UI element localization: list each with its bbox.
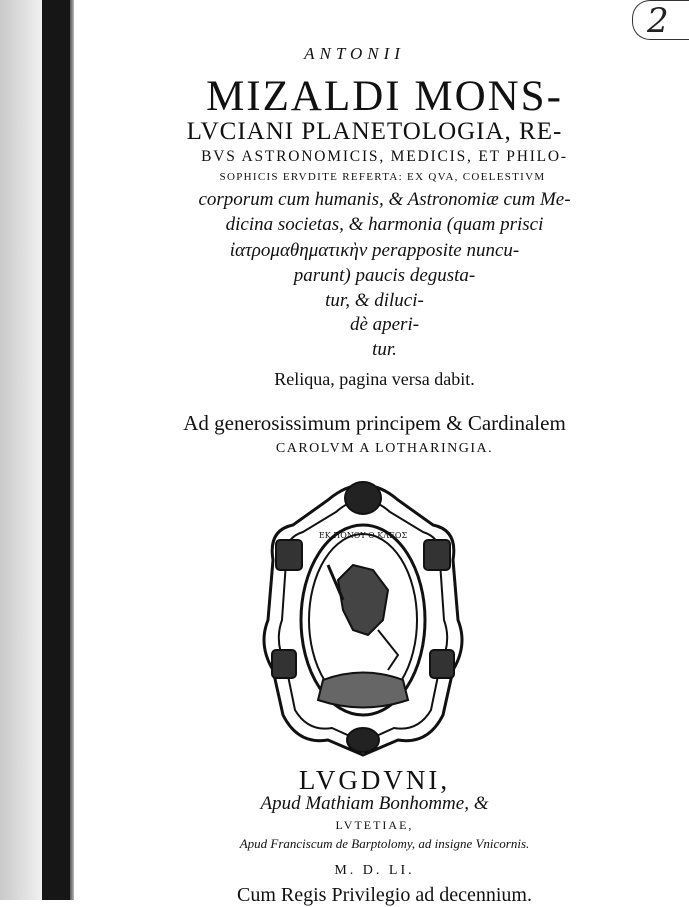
title-line-7: ἰατρομαθηματικὴν perapposite nuncu- (229, 240, 520, 261)
imprint-privilege: Cum Regis Privilegio ad decennium. (237, 884, 532, 906)
title-line-6: dicina societas, & harmonia (quam prisci (225, 214, 544, 235)
emblem-motto: EK ΠΟΝΟΥ Ο ΚΛΕΟΣ (318, 531, 408, 540)
title-line-8: parunt) paucis degusta- (293, 265, 476, 286)
title-line-10: dè aperi- (349, 314, 420, 335)
imprint-city: LVGDVNI, (298, 765, 451, 795)
imprint-printer: Apud Mathiam Bonhomme, & (260, 793, 489, 814)
dedication: Ad generosissimum principem & Cardinalem (183, 411, 566, 435)
title-line-4: SOPHICIS ERVDITE REFERTA: EX QVA, COELESTIVM (219, 171, 546, 183)
title-line-2: LVCIANI PLANETOLOGIA, RE- (186, 118, 563, 145)
title-line-main: MIZALDI MONS- (206, 73, 563, 120)
title-line-5: corporum cum humanis, & Astronomiæ cum Me- (198, 189, 571, 210)
title-line-9: tur, & diluci- (325, 290, 424, 311)
title-line-11: tur. (372, 339, 397, 360)
imprint-city-2: LVTETIAE, (335, 818, 414, 832)
reliqua-note: Reliqua, pagina versa dabit. (274, 369, 475, 389)
folio-number: 2 (632, 0, 689, 40)
title-line-3: BVS ASTRONOMICIS, MEDICIS, ET PHILO- (201, 148, 568, 165)
dedicatee: CAROLVM A LOTHARINGIA. (275, 441, 494, 456)
imprint-year: M. D. LI. (334, 863, 415, 878)
printer-device-icon (258, 470, 468, 760)
imprint-printer-2: Apud Franciscum de Barptolomy, ad insigne Vnicornis. (239, 836, 530, 851)
author-prefix: ANTONII (304, 44, 405, 63)
